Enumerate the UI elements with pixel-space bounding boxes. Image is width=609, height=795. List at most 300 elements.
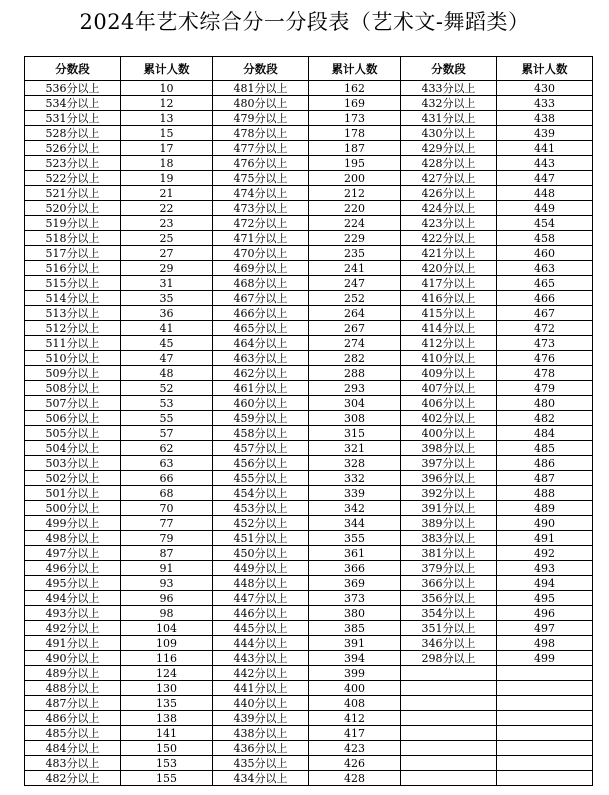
cumulative-count-cell: 57 <box>121 426 213 441</box>
cumulative-count-cell: 35 <box>121 291 213 306</box>
cumulative-count-cell: 328 <box>309 456 401 471</box>
score-range-cell: 426分以上 <box>401 186 497 201</box>
table-row <box>25 741 593 756</box>
score-range-cell: 440分以上 <box>213 696 309 711</box>
cumulative-count-cell: 476 <box>497 351 593 366</box>
cumulative-count-cell: 438 <box>497 111 593 126</box>
score-range-cell: 453分以上 <box>213 501 309 516</box>
cumulative-count-cell: 229 <box>309 231 401 246</box>
cumulative-count-cell: 130 <box>121 681 213 696</box>
score-range-cell: 513分以上 <box>25 306 121 321</box>
score-range-cell: 422分以上 <box>401 231 497 246</box>
score-range-cell <box>401 756 497 771</box>
score-range-cell: 433分以上 <box>401 81 497 96</box>
score-range-cell: 470分以上 <box>213 246 309 261</box>
score-range-cell: 474分以上 <box>213 186 309 201</box>
score-range-cell: 475分以上 <box>213 171 309 186</box>
score-range-cell: 406分以上 <box>401 396 497 411</box>
score-range-cell: 531分以上 <box>25 111 121 126</box>
cumulative-count-cell: 267 <box>309 321 401 336</box>
score-range-cell: 507分以上 <box>25 396 121 411</box>
cumulative-count-cell: 36 <box>121 306 213 321</box>
score-range-cell: 429分以上 <box>401 141 497 156</box>
table-row <box>25 441 593 456</box>
score-range-cell: 452分以上 <box>213 516 309 531</box>
cumulative-count-cell: 18 <box>121 156 213 171</box>
cumulative-count-cell: 399 <box>309 666 401 681</box>
cumulative-count-cell: 252 <box>309 291 401 306</box>
score-range-cell: 516分以上 <box>25 261 121 276</box>
score-range-cell: 494分以上 <box>25 591 121 606</box>
score-range-cell: 526分以上 <box>25 141 121 156</box>
table-row <box>25 756 593 771</box>
cumulative-count-cell: 385 <box>309 621 401 636</box>
table-row <box>25 576 593 591</box>
header-cumulative-count-1: 累计人数 <box>121 57 213 81</box>
cumulative-count-cell: 441 <box>497 141 593 156</box>
table-row <box>25 726 593 741</box>
score-range-cell: 409分以上 <box>401 366 497 381</box>
score-range-cell: 346分以上 <box>401 636 497 651</box>
cumulative-count-cell: 423 <box>309 741 401 756</box>
table-row <box>25 276 593 291</box>
table-row <box>25 591 593 606</box>
cumulative-count-cell: 141 <box>121 726 213 741</box>
score-range-cell: 463分以上 <box>213 351 309 366</box>
score-range-cell: 506分以上 <box>25 411 121 426</box>
score-range-cell: 477分以上 <box>213 141 309 156</box>
table-row <box>25 351 593 366</box>
header-score-range-3: 分数段 <box>401 57 497 81</box>
cumulative-count-cell: 200 <box>309 171 401 186</box>
score-range-cell: 514分以上 <box>25 291 121 306</box>
cumulative-count-cell: 282 <box>309 351 401 366</box>
score-range-cell: 491分以上 <box>25 636 121 651</box>
score-range-cell: 478分以上 <box>213 126 309 141</box>
cumulative-count-cell: 412 <box>309 711 401 726</box>
score-range-cell: 410分以上 <box>401 351 497 366</box>
table-row <box>25 111 593 126</box>
cumulative-count-cell: 489 <box>497 501 593 516</box>
cumulative-count-cell: 13 <box>121 111 213 126</box>
score-range-cell: 400分以上 <box>401 426 497 441</box>
cumulative-count-cell: 484 <box>497 426 593 441</box>
score-range-cell: 435分以上 <box>213 756 309 771</box>
cumulative-count-cell: 344 <box>309 516 401 531</box>
score-range-cell: 398分以上 <box>401 441 497 456</box>
score-range-cell: 412分以上 <box>401 336 497 351</box>
cumulative-count-cell: 448 <box>497 186 593 201</box>
score-range-cell: 522分以上 <box>25 171 121 186</box>
table-row <box>25 681 593 696</box>
table-row <box>25 456 593 471</box>
score-range-cell: 468分以上 <box>213 276 309 291</box>
score-range-cell: 499分以上 <box>25 516 121 531</box>
cumulative-count-cell: 41 <box>121 321 213 336</box>
cumulative-count-cell: 162 <box>309 81 401 96</box>
score-range-cell: 488分以上 <box>25 681 121 696</box>
score-range-cell: 485分以上 <box>25 726 121 741</box>
table-row <box>25 651 593 666</box>
table-row <box>25 321 593 336</box>
score-range-cell: 427分以上 <box>401 171 497 186</box>
score-range-cell: 451分以上 <box>213 531 309 546</box>
cumulative-count-cell: 63 <box>121 456 213 471</box>
score-range-cell: 467分以上 <box>213 291 309 306</box>
cumulative-count-cell: 373 <box>309 591 401 606</box>
cumulative-count-cell: 77 <box>121 516 213 531</box>
score-range-cell: 391分以上 <box>401 501 497 516</box>
table-row <box>25 426 593 441</box>
table-row <box>25 621 593 636</box>
cumulative-count-cell: 25 <box>121 231 213 246</box>
table-row <box>25 336 593 351</box>
score-range-cell: 446分以上 <box>213 606 309 621</box>
score-range-cell: 381分以上 <box>401 546 497 561</box>
score-range-cell <box>401 711 497 726</box>
score-distribution-table <box>24 56 593 786</box>
cumulative-count-cell: 104 <box>121 621 213 636</box>
table-row <box>25 126 593 141</box>
score-range-cell: 424分以上 <box>401 201 497 216</box>
cumulative-count-cell: 391 <box>309 636 401 651</box>
cumulative-count-cell: 212 <box>309 186 401 201</box>
score-range-cell: 466分以上 <box>213 306 309 321</box>
table-row <box>25 171 593 186</box>
score-range-cell: 420分以上 <box>401 261 497 276</box>
cumulative-count-cell: 96 <box>121 591 213 606</box>
cumulative-count-cell: 342 <box>309 501 401 516</box>
table-row <box>25 381 593 396</box>
cumulative-count-cell <box>497 696 593 711</box>
score-range-cell: 495分以上 <box>25 576 121 591</box>
cumulative-count-cell: 53 <box>121 396 213 411</box>
table-row <box>25 141 593 156</box>
table-row <box>25 411 593 426</box>
score-range-cell: 417分以上 <box>401 276 497 291</box>
cumulative-count-cell: 490 <box>497 516 593 531</box>
score-range-cell: 482分以上 <box>25 771 121 786</box>
cumulative-count-cell: 45 <box>121 336 213 351</box>
cumulative-count-cell: 264 <box>309 306 401 321</box>
cumulative-count-cell: 439 <box>497 126 593 141</box>
cumulative-count-cell: 66 <box>121 471 213 486</box>
table-row <box>25 96 593 111</box>
cumulative-count-cell <box>497 666 593 681</box>
score-range-cell: 436分以上 <box>213 741 309 756</box>
cumulative-count-cell: 224 <box>309 216 401 231</box>
cumulative-count-cell: 116 <box>121 651 213 666</box>
score-range-cell: 442分以上 <box>213 666 309 681</box>
cumulative-count-cell: 87 <box>121 546 213 561</box>
cumulative-count-cell: 247 <box>309 276 401 291</box>
cumulative-count-cell: 29 <box>121 261 213 276</box>
cumulative-count-cell: 472 <box>497 321 593 336</box>
cumulative-count-cell: 274 <box>309 336 401 351</box>
score-range-cell <box>401 666 497 681</box>
score-range-cell: 471分以上 <box>213 231 309 246</box>
score-range-cell: 457分以上 <box>213 441 309 456</box>
header-cumulative-count-3: 累计人数 <box>497 57 593 81</box>
score-range-cell: 486分以上 <box>25 711 121 726</box>
cumulative-count-cell: 293 <box>309 381 401 396</box>
cumulative-count-cell: 355 <box>309 531 401 546</box>
score-range-cell <box>401 771 497 786</box>
table-row <box>25 771 593 786</box>
score-range-cell: 445分以上 <box>213 621 309 636</box>
header-score-range-1: 分数段 <box>25 57 121 81</box>
cumulative-count-cell: 482 <box>497 411 593 426</box>
table-row <box>25 471 593 486</box>
score-range-cell: 450分以上 <box>213 546 309 561</box>
score-range-cell: 392分以上 <box>401 486 497 501</box>
cumulative-count-cell: 178 <box>309 126 401 141</box>
table-row <box>25 711 593 726</box>
cumulative-count-cell: 304 <box>309 396 401 411</box>
score-range-cell: 497分以上 <box>25 546 121 561</box>
cumulative-count-cell: 315 <box>309 426 401 441</box>
cumulative-count-cell: 124 <box>121 666 213 681</box>
cumulative-count-cell: 488 <box>497 486 593 501</box>
cumulative-count-cell: 485 <box>497 441 593 456</box>
score-range-cell: 458分以上 <box>213 426 309 441</box>
score-range-cell: 536分以上 <box>25 81 121 96</box>
score-range-cell: 389分以上 <box>401 516 497 531</box>
score-range-cell: 402分以上 <box>401 411 497 426</box>
score-range-cell: 351分以上 <box>401 621 497 636</box>
score-range-cell: 515分以上 <box>25 276 121 291</box>
score-range-cell: 493分以上 <box>25 606 121 621</box>
score-range-cell: 431分以上 <box>401 111 497 126</box>
table-row <box>25 261 593 276</box>
table-row <box>25 486 593 501</box>
score-range-cell: 448分以上 <box>213 576 309 591</box>
cumulative-count-cell: 288 <box>309 366 401 381</box>
cumulative-count-cell: 491 <box>497 531 593 546</box>
cumulative-count-cell: 21 <box>121 186 213 201</box>
cumulative-count-cell: 339 <box>309 486 401 501</box>
table-row <box>25 246 593 261</box>
cumulative-count-cell: 426 <box>309 756 401 771</box>
score-range-cell: 366分以上 <box>401 576 497 591</box>
cumulative-count-cell <box>497 711 593 726</box>
table-row <box>25 216 593 231</box>
score-range-cell: 455分以上 <box>213 471 309 486</box>
cumulative-count-cell: 417 <box>309 726 401 741</box>
score-range-cell: 519分以上 <box>25 216 121 231</box>
cumulative-count-cell: 19 <box>121 171 213 186</box>
table-row <box>25 201 593 216</box>
cumulative-count-cell <box>497 741 593 756</box>
cumulative-count-cell: 463 <box>497 261 593 276</box>
cumulative-count-cell: 479 <box>497 381 593 396</box>
header-score-range-2: 分数段 <box>213 57 309 81</box>
cumulative-count-cell: 22 <box>121 201 213 216</box>
cumulative-count-cell: 109 <box>121 636 213 651</box>
table-row <box>25 156 593 171</box>
score-range-cell: 416分以上 <box>401 291 497 306</box>
cumulative-count-cell: 498 <box>497 636 593 651</box>
cumulative-count-cell: 173 <box>309 111 401 126</box>
score-range-cell: 472分以上 <box>213 216 309 231</box>
score-range-cell: 383分以上 <box>401 531 497 546</box>
score-range-cell: 354分以上 <box>401 606 497 621</box>
cumulative-count-cell: 70 <box>121 501 213 516</box>
cumulative-count-cell: 15 <box>121 126 213 141</box>
cumulative-count-cell: 47 <box>121 351 213 366</box>
cumulative-count-cell: 48 <box>121 366 213 381</box>
score-range-cell: 456分以上 <box>213 456 309 471</box>
table-row <box>25 531 593 546</box>
cumulative-count-cell: 235 <box>309 246 401 261</box>
cumulative-count-cell: 62 <box>121 441 213 456</box>
table-row <box>25 306 593 321</box>
cumulative-count-cell: 465 <box>497 276 593 291</box>
cumulative-count-cell: 466 <box>497 291 593 306</box>
cumulative-count-cell <box>497 681 593 696</box>
score-range-cell: 423分以上 <box>401 216 497 231</box>
score-range-cell: 407分以上 <box>401 381 497 396</box>
table-header-row <box>25 57 593 81</box>
score-range-cell: 501分以上 <box>25 486 121 501</box>
table-row <box>25 516 593 531</box>
cumulative-count-cell <box>497 756 593 771</box>
cumulative-count-cell: 10 <box>121 81 213 96</box>
score-range-cell: 439分以上 <box>213 711 309 726</box>
table-row <box>25 636 593 651</box>
score-range-cell: 434分以上 <box>213 771 309 786</box>
score-range-cell: 444分以上 <box>213 636 309 651</box>
score-range-cell: 498分以上 <box>25 531 121 546</box>
cumulative-count-cell: 366 <box>309 561 401 576</box>
cumulative-count-cell <box>497 726 593 741</box>
score-range-cell: 447分以上 <box>213 591 309 606</box>
score-range-cell: 454分以上 <box>213 486 309 501</box>
cumulative-count-cell: 361 <box>309 546 401 561</box>
score-range-cell: 428分以上 <box>401 156 497 171</box>
cumulative-count-cell: 91 <box>121 561 213 576</box>
score-range-cell: 298分以上 <box>401 651 497 666</box>
score-range-cell: 517分以上 <box>25 246 121 261</box>
cumulative-count-cell: 138 <box>121 711 213 726</box>
cumulative-count-cell: 195 <box>309 156 401 171</box>
cumulative-count-cell: 220 <box>309 201 401 216</box>
cumulative-count-cell: 98 <box>121 606 213 621</box>
cumulative-count-cell: 492 <box>497 546 593 561</box>
cumulative-count-cell: 458 <box>497 231 593 246</box>
score-range-cell: 397分以上 <box>401 456 497 471</box>
cumulative-count-cell: 23 <box>121 216 213 231</box>
cumulative-count-cell: 449 <box>497 201 593 216</box>
table-row <box>25 186 593 201</box>
cumulative-count-cell: 68 <box>121 486 213 501</box>
cumulative-count-cell: 428 <box>309 771 401 786</box>
score-range-cell: 441分以上 <box>213 681 309 696</box>
score-range-cell: 518分以上 <box>25 231 121 246</box>
cumulative-count-cell: 12 <box>121 96 213 111</box>
cumulative-count-cell: 443 <box>497 156 593 171</box>
score-range-cell: 396分以上 <box>401 471 497 486</box>
table-row <box>25 396 593 411</box>
cumulative-count-cell: 321 <box>309 441 401 456</box>
cumulative-count-cell: 496 <box>497 606 593 621</box>
score-range-cell: 489分以上 <box>25 666 121 681</box>
score-range-cell: 464分以上 <box>213 336 309 351</box>
cumulative-count-cell: 494 <box>497 576 593 591</box>
score-range-cell <box>401 681 497 696</box>
cumulative-count-cell: 380 <box>309 606 401 621</box>
score-range-cell: 479分以上 <box>213 111 309 126</box>
cumulative-count-cell: 467 <box>497 306 593 321</box>
score-range-cell <box>401 696 497 711</box>
score-range-cell: 473分以上 <box>213 201 309 216</box>
score-range-cell <box>401 726 497 741</box>
cumulative-count-cell: 153 <box>121 756 213 771</box>
score-range-cell: 511分以上 <box>25 336 121 351</box>
score-range-cell: 476分以上 <box>213 156 309 171</box>
cumulative-count-cell: 241 <box>309 261 401 276</box>
score-range-cell: 492分以上 <box>25 621 121 636</box>
table-row <box>25 501 593 516</box>
score-range-cell: 430分以上 <box>401 126 497 141</box>
cumulative-count-cell: 478 <box>497 366 593 381</box>
cumulative-count-cell: 394 <box>309 651 401 666</box>
table-row <box>25 606 593 621</box>
cumulative-count-cell: 473 <box>497 336 593 351</box>
score-range-cell: 449分以上 <box>213 561 309 576</box>
score-range-cell: 465分以上 <box>213 321 309 336</box>
score-range-cell: 414分以上 <box>401 321 497 336</box>
score-range-cell: 504分以上 <box>25 441 121 456</box>
table-row <box>25 666 593 681</box>
score-range-cell: 483分以上 <box>25 756 121 771</box>
cumulative-count-cell: 460 <box>497 246 593 261</box>
score-range-cell: 459分以上 <box>213 411 309 426</box>
cumulative-count-cell: 155 <box>121 771 213 786</box>
score-range-cell: 438分以上 <box>213 726 309 741</box>
score-range-cell: 521分以上 <box>25 186 121 201</box>
score-range-cell: 523分以上 <box>25 156 121 171</box>
cumulative-count-cell: 447 <box>497 171 593 186</box>
cumulative-count-cell: 187 <box>309 141 401 156</box>
cumulative-count-cell: 433 <box>497 96 593 111</box>
cumulative-count-cell: 169 <box>309 96 401 111</box>
score-range-cell: 481分以上 <box>213 81 309 96</box>
cumulative-count-cell: 135 <box>121 696 213 711</box>
score-range-cell: 500分以上 <box>25 501 121 516</box>
cumulative-count-cell: 27 <box>121 246 213 261</box>
cumulative-count-cell: 369 <box>309 576 401 591</box>
table-row <box>25 696 593 711</box>
score-range-cell: 379分以上 <box>401 561 497 576</box>
score-range-cell: 461分以上 <box>213 381 309 396</box>
score-range-cell: 490分以上 <box>25 651 121 666</box>
score-range-cell: 496分以上 <box>25 561 121 576</box>
score-range-cell: 462分以上 <box>213 366 309 381</box>
table-row <box>25 291 593 306</box>
score-range-cell: 356分以上 <box>401 591 497 606</box>
cumulative-count-cell: 430 <box>497 81 593 96</box>
cumulative-count-cell: 495 <box>497 591 593 606</box>
score-range-cell: 505分以上 <box>25 426 121 441</box>
score-range-cell: 509分以上 <box>25 366 121 381</box>
cumulative-count-cell: 454 <box>497 216 593 231</box>
score-range-cell: 432分以上 <box>401 96 497 111</box>
cumulative-count-cell: 31 <box>121 276 213 291</box>
score-range-cell: 415分以上 <box>401 306 497 321</box>
score-range-cell: 520分以上 <box>25 201 121 216</box>
cumulative-count-cell <box>497 771 593 786</box>
